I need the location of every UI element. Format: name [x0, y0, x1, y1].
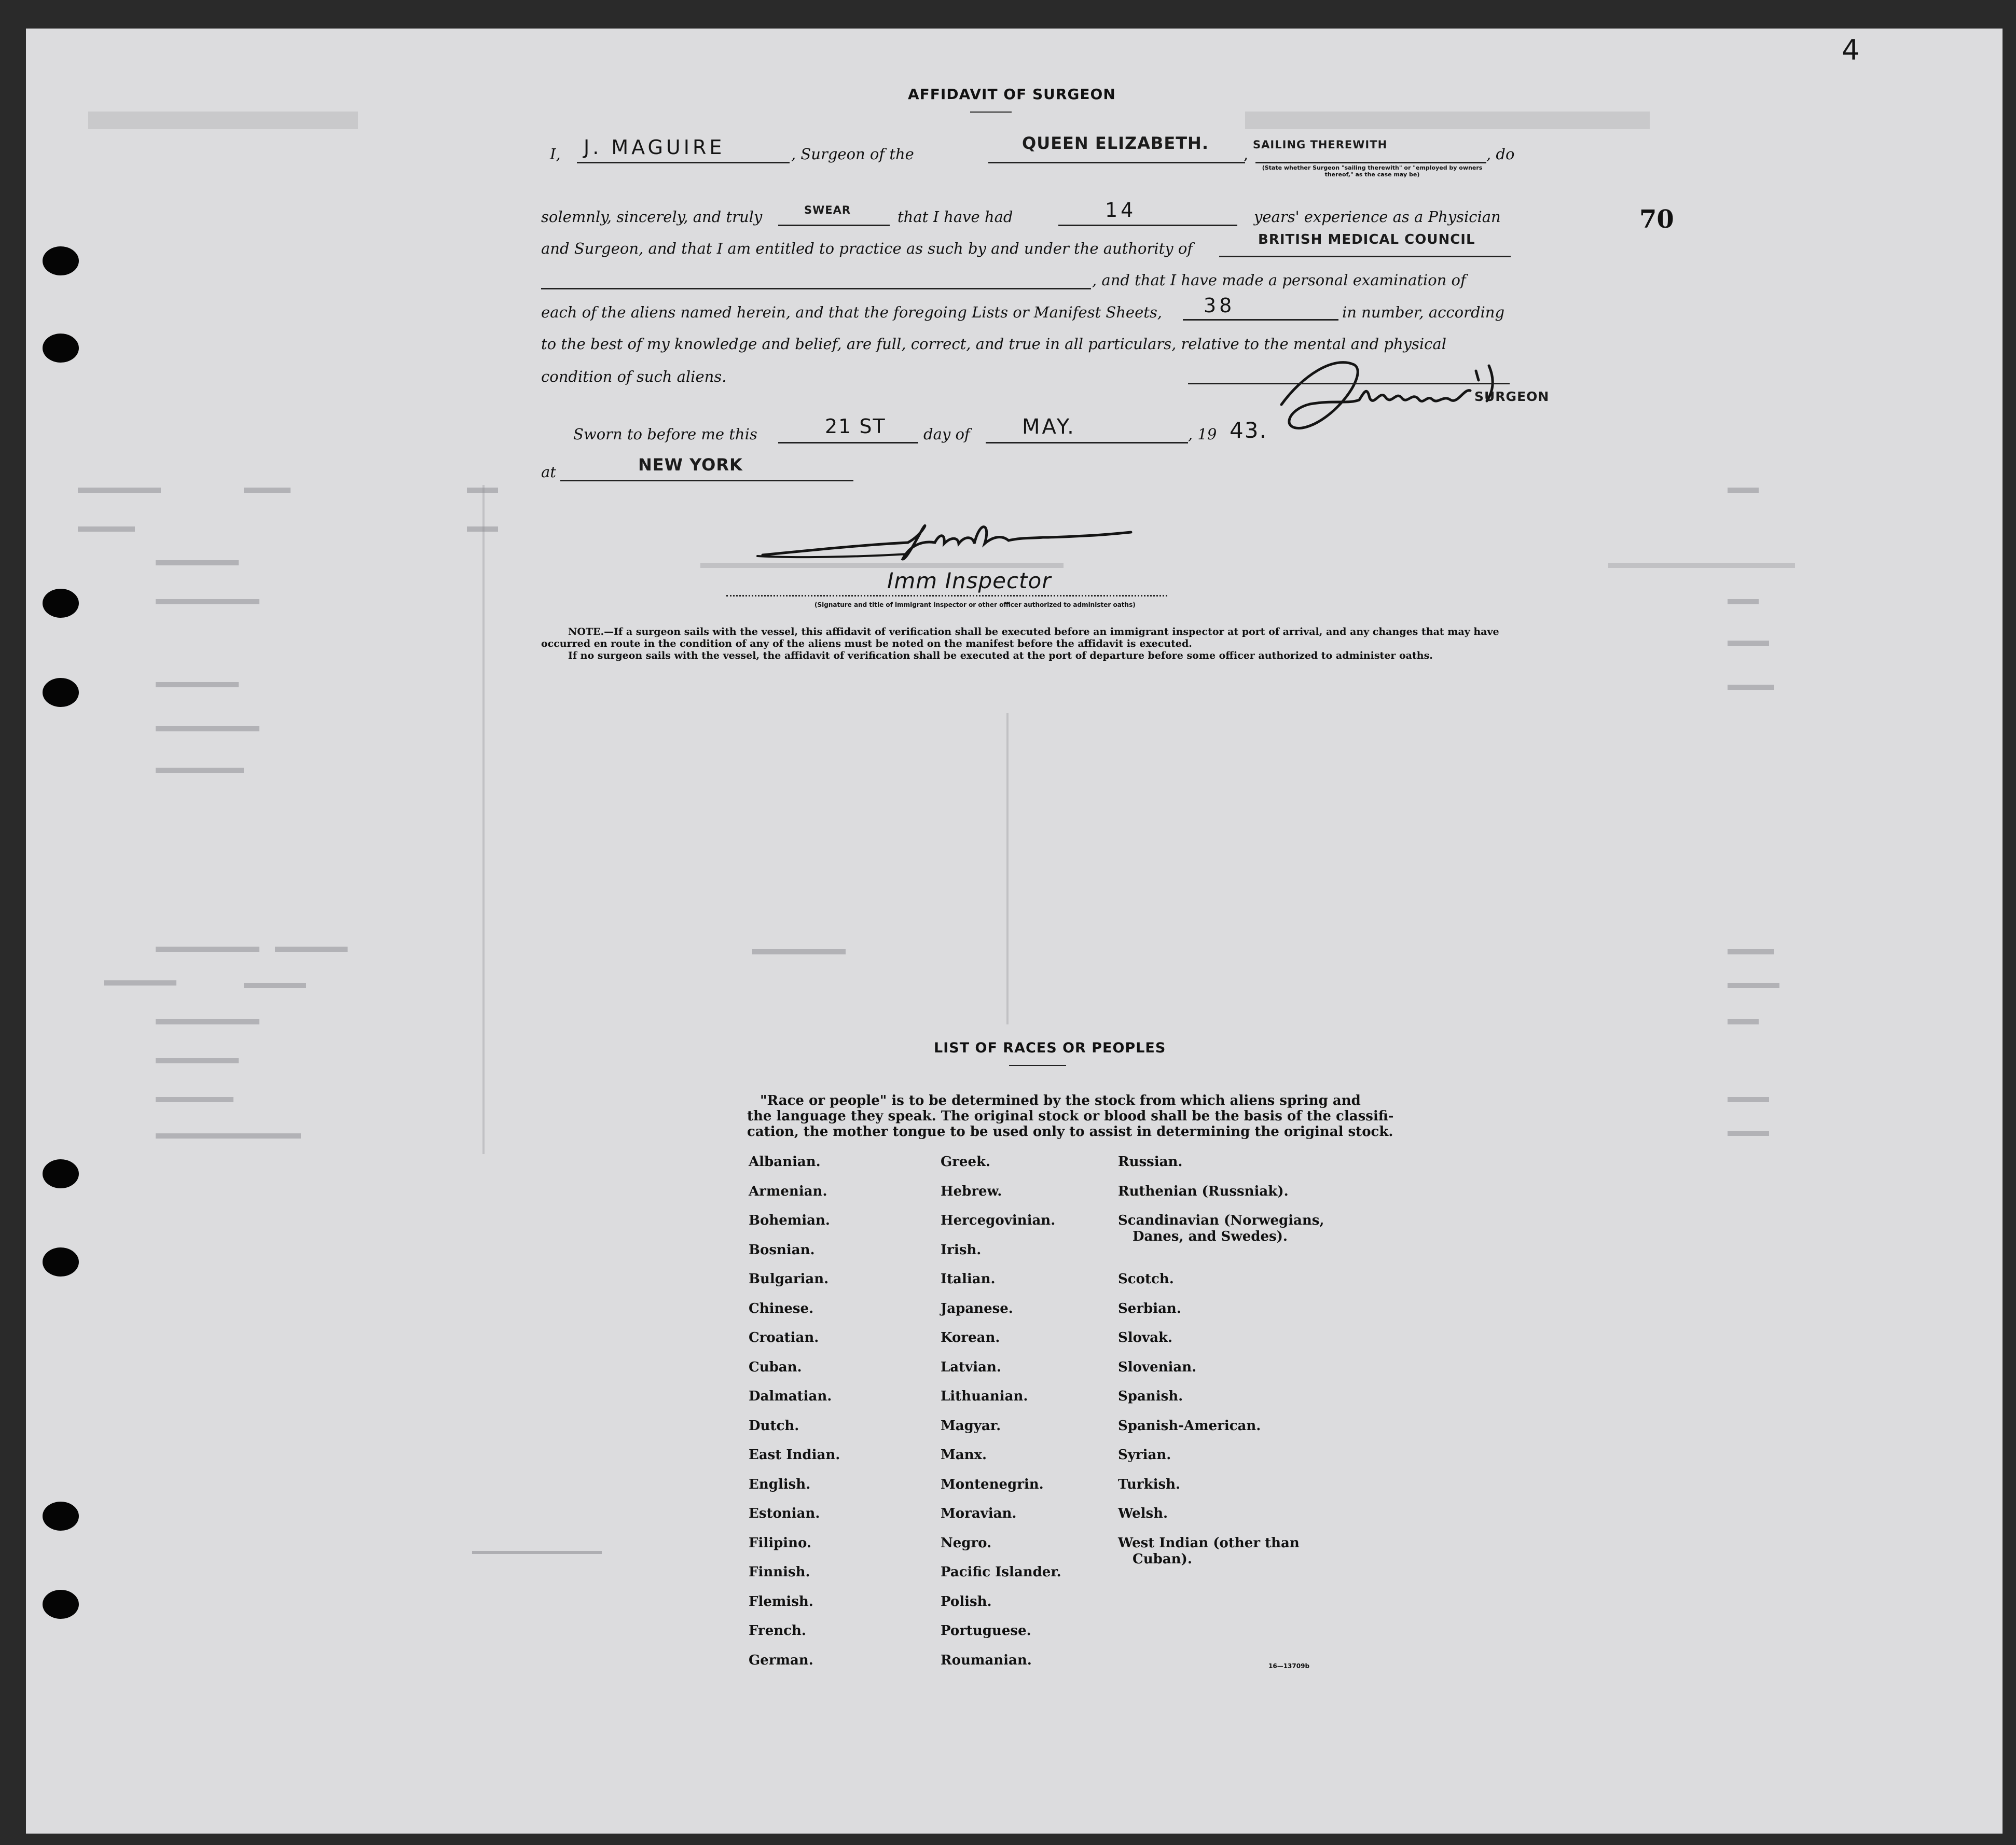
race-item: Lithuanian.	[941, 1389, 1028, 1404]
surgeon-label: SURGEON	[1474, 389, 1550, 404]
note-line-3: If no surgeon sails with the vessel, the affidavit of verification shall be executed at the port of departure before some officer authorized to administer oaths.	[568, 650, 1433, 661]
surgeon-signature	[1271, 350, 1499, 443]
form-number: 16—13709b	[1268, 1662, 1310, 1670]
race-item: Dutch.	[749, 1418, 799, 1434]
affidavit-text: , Surgeon of the	[791, 145, 914, 163]
field-line	[1183, 319, 1338, 321]
race-item: Serbian.	[1118, 1300, 1181, 1316]
race-item: Scandinavian (Norwegians,	[1118, 1213, 1324, 1228]
race-item: Bohemian.	[749, 1213, 830, 1228]
field-line	[577, 162, 790, 163]
document-page: 4 70 AFFIDAVIT OF SURGEON I, J. MAGUIRE , Surgeon of the QUEEN ELIZABETH. , SAILING THEREWITH , do (State whether Surgeon "sailing therewith" or "employed by owners thereof," as the case may be) solemnly, sincerely, and truly SWEAR that I have had 14 years' experience as a Physician and Surgeon, and that I am entitled to practice as such by and under the authority of BRITISH MEDICAL COUNCIL , and that I have made a personal examination of each of the aliens named herein, and that the foregoing Lists or Manifest Sheets, 38 in number, according to the best of my knowledge and belief, are full, correct, and true in all particulars, relative to the mental and physical condition of such aliens. SURGEON Sworn to before me this 21 ST day of MAY. , 19 43. at NEW YORK Imm Inspector (Signature and title of immigrant inspector or other officer authorized to administer oaths) NOTE.—If a surgeon sails with the vessel, this affidavit of verification shall be executed before an immigrant inspector at port of arrival, and any changes that may have occurred en route in the condition of any of the aliens must be noted on the manifest before the affidavit is executed. If no surgeon sails with the vessel, the affidavit of verification shall be executed at the port of departure before some officer authorized to administer oaths. LIST OF RACES OR PEOPLES "Race or people" is to be determined by the stock from which aliens spring and the language they speak. The original stock or blood shall be the basis of the classifi- cation, the mother tongue to be used only to assist in determining the original stock. Albanian. Armenian. Bohemian. Bosnian. Bulgarian. Chinese. Croatian. Cuban. Dalmatian. Dutch. East Indian. English. Estonian. Filipino. Finnish. Flemish. French. German. Greek. Hebrew. Hercegovinian. Irish. Italian. Japanese. Korean. Latvian. Lithuanian. Magyar. Manx. Montenegrin. Moravian. Negro. Pacific Islander. Polish. Portuguese. Roumanian. Russian. Ruthenian (Russniak). Scandinavian (Norwegians, Danes, and Swedes). Scotch. Serbian. Slovak. Slovenian. Spanish. Spanish-American. Syrian. Turkish. Welsh. West Indian (other than Cuban). 16—13709b	[26, 29, 2003, 1834]
field-line	[1219, 256, 1511, 257]
capacity-note: (State whether Surgeon "sailing therewith" or "employed by owners thereof," as the case may be)	[1262, 164, 1483, 178]
page-title: AFFIDAVIT OF SURGEON	[908, 86, 1116, 103]
race-item: Roumanian.	[941, 1652, 1032, 1668]
race-item: Spanish.	[1118, 1389, 1183, 1404]
sworn-day: 21 ST	[825, 415, 886, 438]
affidavit-text: years' experience as a Physician	[1254, 208, 1501, 226]
affidavit-text: to the best of my knowledge and belief, are full, correct, and true in all particulars, relative to the mental and physical	[541, 335, 1446, 353]
race-item: Cuban).	[1133, 1551, 1192, 1567]
race-item: Danes, and Swedes).	[1133, 1229, 1288, 1245]
race-item: Polish.	[941, 1593, 992, 1610]
field-line	[988, 162, 1245, 163]
sworn-month: MAY.	[1022, 415, 1076, 439]
field-line	[778, 442, 918, 443]
punch-hole	[43, 589, 79, 618]
licensing-authority: BRITISH MEDICAL COUNCIL	[1258, 232, 1475, 247]
race-item: Spanish-American.	[1118, 1418, 1261, 1434]
note-line-1: NOTE.—If a surgeon sails with the vessel, this affidavit of verification shall be executed before an immigrant inspector at port of arrival, and any changes that may have	[568, 626, 1499, 637]
race-item: Dalmatian.	[749, 1389, 832, 1404]
surgeon-name: J. MAGUIRE	[584, 136, 725, 159]
punch-hole	[43, 246, 79, 275]
race-item: Greek.	[941, 1154, 991, 1170]
race-item: Slovak.	[1118, 1330, 1173, 1345]
corner-mark: 4	[1842, 34, 1860, 66]
field-line	[541, 288, 1091, 289]
field-line	[986, 442, 1188, 443]
race-item: Finnish.	[749, 1564, 810, 1580]
punch-hole	[43, 334, 79, 363]
race-item: Moravian.	[941, 1506, 1017, 1521]
signature-caption: (Signature and title of immigrant inspector or other officer authorized to administer oaths)	[814, 601, 1136, 608]
race-item: Ruthenian (Russniak).	[1118, 1183, 1289, 1199]
race-item: Armenian.	[749, 1183, 827, 1199]
race-item: Russian.	[1118, 1154, 1183, 1170]
race-item: Hercegovinian.	[941, 1213, 1056, 1228]
signature-line	[1188, 383, 1510, 384]
races-intro: cation, the mother tongue to be used only to assist in determining the original stock.	[747, 1124, 1393, 1140]
race-item: Magyar.	[941, 1418, 1001, 1434]
race-item: Slovenian.	[1118, 1359, 1197, 1375]
race-item: Albanian.	[749, 1154, 821, 1170]
inspector-title: Imm Inspector	[887, 568, 1052, 593]
affidavit-text: that I have had	[897, 208, 1013, 226]
race-item: Filipino.	[749, 1535, 811, 1551]
capacity-stamp: SAILING THEREWITH	[1253, 138, 1388, 151]
race-item: Portuguese.	[941, 1623, 1031, 1639]
race-item: Turkish.	[1118, 1476, 1181, 1492]
race-item: West Indian (other than	[1118, 1535, 1300, 1551]
race-item: Montenegrin.	[941, 1476, 1044, 1492]
sheet-count: 38	[1204, 294, 1235, 317]
field-line	[560, 480, 853, 481]
race-item: Flemish.	[749, 1593, 813, 1610]
affidavit-text: condition of such aliens.	[541, 368, 727, 385]
race-item: Bulgarian.	[749, 1271, 829, 1287]
note-line-2: occurred en route in the condition of any of the aliens must be noted on the manifest before the affidavit is executed.	[541, 638, 1192, 649]
race-item: French.	[749, 1623, 806, 1639]
punch-hole	[43, 678, 79, 707]
title-rule	[1009, 1065, 1066, 1066]
affidavit-text: I,	[550, 145, 561, 163]
race-item: Welsh.	[1118, 1506, 1168, 1521]
race-item: Croatian.	[749, 1330, 819, 1345]
race-item: Irish.	[941, 1242, 982, 1258]
race-item: Hebrew.	[941, 1183, 1002, 1199]
punch-hole	[43, 1247, 79, 1277]
oath-word: SWEAR	[804, 204, 851, 216]
punch-hole	[43, 1159, 79, 1188]
affidavit-text: in number, according	[1342, 303, 1505, 321]
race-item: Latvian.	[941, 1359, 1001, 1375]
affidavit-text: day of	[923, 425, 970, 443]
race-item: Pacific Islander.	[941, 1564, 1061, 1580]
race-item: Cuban.	[749, 1359, 802, 1375]
affidavit-text: at	[541, 463, 556, 481]
race-item: Manx.	[941, 1447, 987, 1463]
races-title: LIST OF RACES OR PEOPLES	[934, 1040, 1166, 1056]
title-rule	[970, 112, 1012, 113]
inspector-signature	[752, 514, 1136, 571]
affidavit-text: , and that I have made a personal examination of	[1092, 271, 1466, 289]
field-line	[778, 225, 890, 226]
affidavit-text: Sworn to before me this	[573, 425, 757, 443]
race-item: Italian.	[941, 1271, 996, 1287]
race-item: English.	[749, 1476, 811, 1492]
affidavit-text: , do	[1486, 145, 1515, 163]
field-line	[1255, 162, 1486, 163]
punch-hole	[43, 1590, 79, 1619]
inspector-signature-line	[726, 595, 1167, 596]
race-item: Scotch.	[1118, 1271, 1174, 1287]
affidavit-text: each of the aliens named herein, and that the foregoing Lists or Manifest Sheets,	[541, 303, 1163, 321]
race-item: Japanese.	[941, 1300, 1013, 1316]
page-number: 70	[1639, 205, 1674, 234]
race-item: East Indian.	[749, 1447, 840, 1463]
punch-hole	[43, 1502, 79, 1531]
races-intro: "Race or people" is to be determined by the stock from which aliens spring and	[760, 1093, 1361, 1108]
affidavit-text: , 19	[1188, 425, 1217, 443]
sworn-year: 43.	[1230, 418, 1267, 443]
race-item: German.	[749, 1652, 813, 1668]
race-item: Bosnian.	[749, 1242, 815, 1258]
race-item: Negro.	[941, 1535, 992, 1551]
race-item: Chinese.	[749, 1300, 814, 1316]
field-line	[1058, 225, 1237, 226]
race-item: Syrian.	[1118, 1447, 1171, 1463]
affidavit-text: solemnly, sincerely, and truly	[541, 208, 763, 226]
years-experience: 14	[1105, 199, 1137, 221]
race-item: Estonian.	[749, 1506, 820, 1521]
races-intro: the language they speak. The original stock or blood shall be the basis of the classifi-	[747, 1108, 1394, 1124]
ship-name: QUEEN ELIZABETH.	[1022, 133, 1209, 153]
affidavit-text: and Surgeon, and that I am entitled to practice as such by and under the authority of	[541, 240, 1193, 257]
race-item: Korean.	[941, 1330, 1000, 1345]
sworn-place: NEW YORK	[638, 455, 743, 475]
